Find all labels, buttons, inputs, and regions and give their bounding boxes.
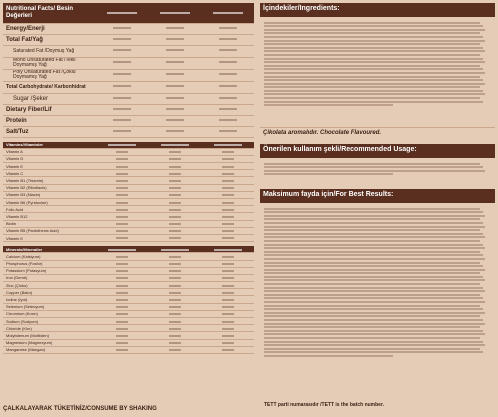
vitamin-row — [3, 191, 254, 198]
label-page — [3, 3, 495, 408]
vitamin-row — [3, 227, 254, 234]
nutrient-label: Salt/Tuz — [3, 126, 95, 137]
vitamin-row-label: Vitamin B6 (Pyridoxine) — [3, 199, 95, 206]
vitamin-row-label: Vitamin D — [3, 155, 95, 162]
vitamin-row-label: Vitamin B5 (Pantothenic Acid) — [3, 227, 95, 234]
vitamin-row-label: Vitamin B12 — [3, 213, 95, 220]
consume-note: ÇALKALAYARAK TÜKETİNİZ/CONSUME BY SHAKING — [3, 406, 157, 412]
mineral-row — [3, 318, 254, 325]
minerals-table — [3, 246, 254, 354]
batch-note: TETT parti numarasıdır /TETT is the batch number. — [264, 402, 385, 408]
vitamins-table — [3, 142, 254, 243]
column-header-per-100g — [95, 3, 148, 23]
vitamin-row — [3, 213, 254, 220]
mineral-row — [3, 260, 254, 267]
ingredients-title: İçindekiler/Ingredients: — [260, 3, 495, 17]
mineral-row — [3, 282, 254, 289]
nutrient-label: Mono Unsaturated Fat /Tekli Doymamış Yağ — [3, 57, 95, 69]
nutrition-row — [3, 69, 254, 81]
nutrient-label: Saturated Fat /Doymuş Yağ — [3, 45, 95, 57]
mineral-row — [3, 325, 254, 332]
nutrient-label: Total Fat/Yağ — [3, 34, 95, 45]
best-results-text — [260, 203, 495, 400]
nutrition-row — [3, 34, 254, 45]
mineral-row-label: Copper (Bakır) — [3, 289, 95, 296]
mineral-row-label: Chloride (Klor) — [3, 325, 95, 332]
nutrition-facts-title: Nutritional Facts/ Besin Değerleri — [3, 3, 95, 23]
right-column — [260, 3, 495, 410]
nutrition-row — [3, 57, 254, 69]
vitamin-row — [3, 206, 254, 213]
mineral-row — [3, 303, 254, 310]
vitamin-row — [3, 220, 254, 227]
mineral-row-label: Iron (Demir) — [3, 274, 95, 281]
nutrient-label: Poly Unsaturated Fat /Çoklu Doymamış Yağ — [3, 69, 95, 81]
mineral-row-label: Molybdenum (Molibden) — [3, 332, 95, 339]
column-header-per-3-servings — [201, 3, 254, 23]
mineral-row-label: Phosphorus (Fosfor) — [3, 260, 95, 267]
vitamin-row — [3, 177, 254, 184]
vitamin-row-label: Vitamin C — [3, 170, 95, 177]
mineral-row-label: Selenium (Selenyum) — [3, 303, 95, 310]
nutrient-label: Dietary Fiber/Lif — [3, 104, 95, 115]
mineral-row-label: Sodium (Sodyum) — [3, 318, 95, 325]
nutrient-label: Sugar /Şeker — [3, 93, 95, 104]
nutrition-row — [3, 93, 254, 104]
nutrient-label: Protein — [3, 115, 95, 126]
mineral-row — [3, 289, 254, 296]
vitamin-row — [3, 170, 254, 177]
nutrition-row — [3, 81, 254, 93]
mineral-row — [3, 274, 254, 281]
minerals-header — [3, 246, 254, 253]
usage-title: Önerilen kullanım şekli/Recommended Usage: — [260, 144, 495, 158]
vitamin-row-label: Vitamin E — [3, 163, 95, 170]
mineral-row-label: Calcium (Kalsiyum) — [3, 253, 95, 260]
vitamin-row — [3, 199, 254, 206]
mineral-row-label: Potassium (Potasyum) — [3, 267, 95, 274]
mineral-row — [3, 339, 254, 346]
vitamin-row — [3, 163, 254, 170]
nutrient-label: Energy/Enerji — [3, 23, 95, 34]
mineral-row-label: Magnesium (Magnezyum) — [3, 339, 95, 346]
vitamin-row-label: Biotin — [3, 220, 95, 227]
vitamin-row-label: Vitamin A — [3, 148, 95, 155]
vitamin-row — [3, 155, 254, 162]
nutrition-row — [3, 45, 254, 57]
nutrition-facts-table — [3, 3, 254, 138]
mineral-row-label: Zinc (Çinko) — [3, 282, 95, 289]
best-results-title: Maksimum fayda için/For Best Results: — [260, 189, 495, 203]
nutrition-row — [3, 104, 254, 115]
vitamin-row-label: Folic Acid — [3, 206, 95, 213]
mineral-row — [3, 253, 254, 260]
usage-text — [260, 158, 495, 183]
vitamin-row-label: Vitamin B2 (Riboflavin) — [3, 184, 95, 191]
nutrition-facts-header — [3, 3, 254, 23]
mineral-row — [3, 296, 254, 303]
mineral-row — [3, 267, 254, 274]
vitamin-row-label: Vitamin B1 (Thiamin) — [3, 177, 95, 184]
mineral-row-label: Chromium (Krom) — [3, 310, 95, 317]
vitamin-row — [3, 234, 254, 241]
nutrition-row — [3, 23, 254, 34]
ingredients-text — [260, 17, 495, 127]
mineral-row — [3, 310, 254, 317]
flavour-note: Çikolata aromalıdır. Chocolate Flavoured. — [260, 127, 495, 138]
mineral-row-label: Manganese (Mangan) — [3, 346, 95, 353]
mineral-row — [3, 332, 254, 339]
nutrient-label: Total Carbohydrate/ Karbonhidrat — [3, 81, 95, 93]
minerals-title: Minerals/Mineraller — [3, 246, 95, 253]
vitamins-header — [3, 142, 254, 149]
mineral-row-label: Iodine (İyot) — [3, 296, 95, 303]
vitamin-row — [3, 184, 254, 191]
column-header-per-serving — [148, 3, 201, 23]
vitamin-row — [3, 148, 254, 155]
vitamin-row-label: Vitamin B3 (Niacin) — [3, 191, 95, 198]
vitamin-row-label: Vitamin K — [3, 234, 95, 241]
nutrition-row — [3, 126, 254, 137]
mineral-row — [3, 346, 254, 353]
left-column — [3, 3, 254, 354]
vitamins-title: Vitamins/Vitaminler — [3, 142, 95, 149]
nutrition-row — [3, 115, 254, 126]
